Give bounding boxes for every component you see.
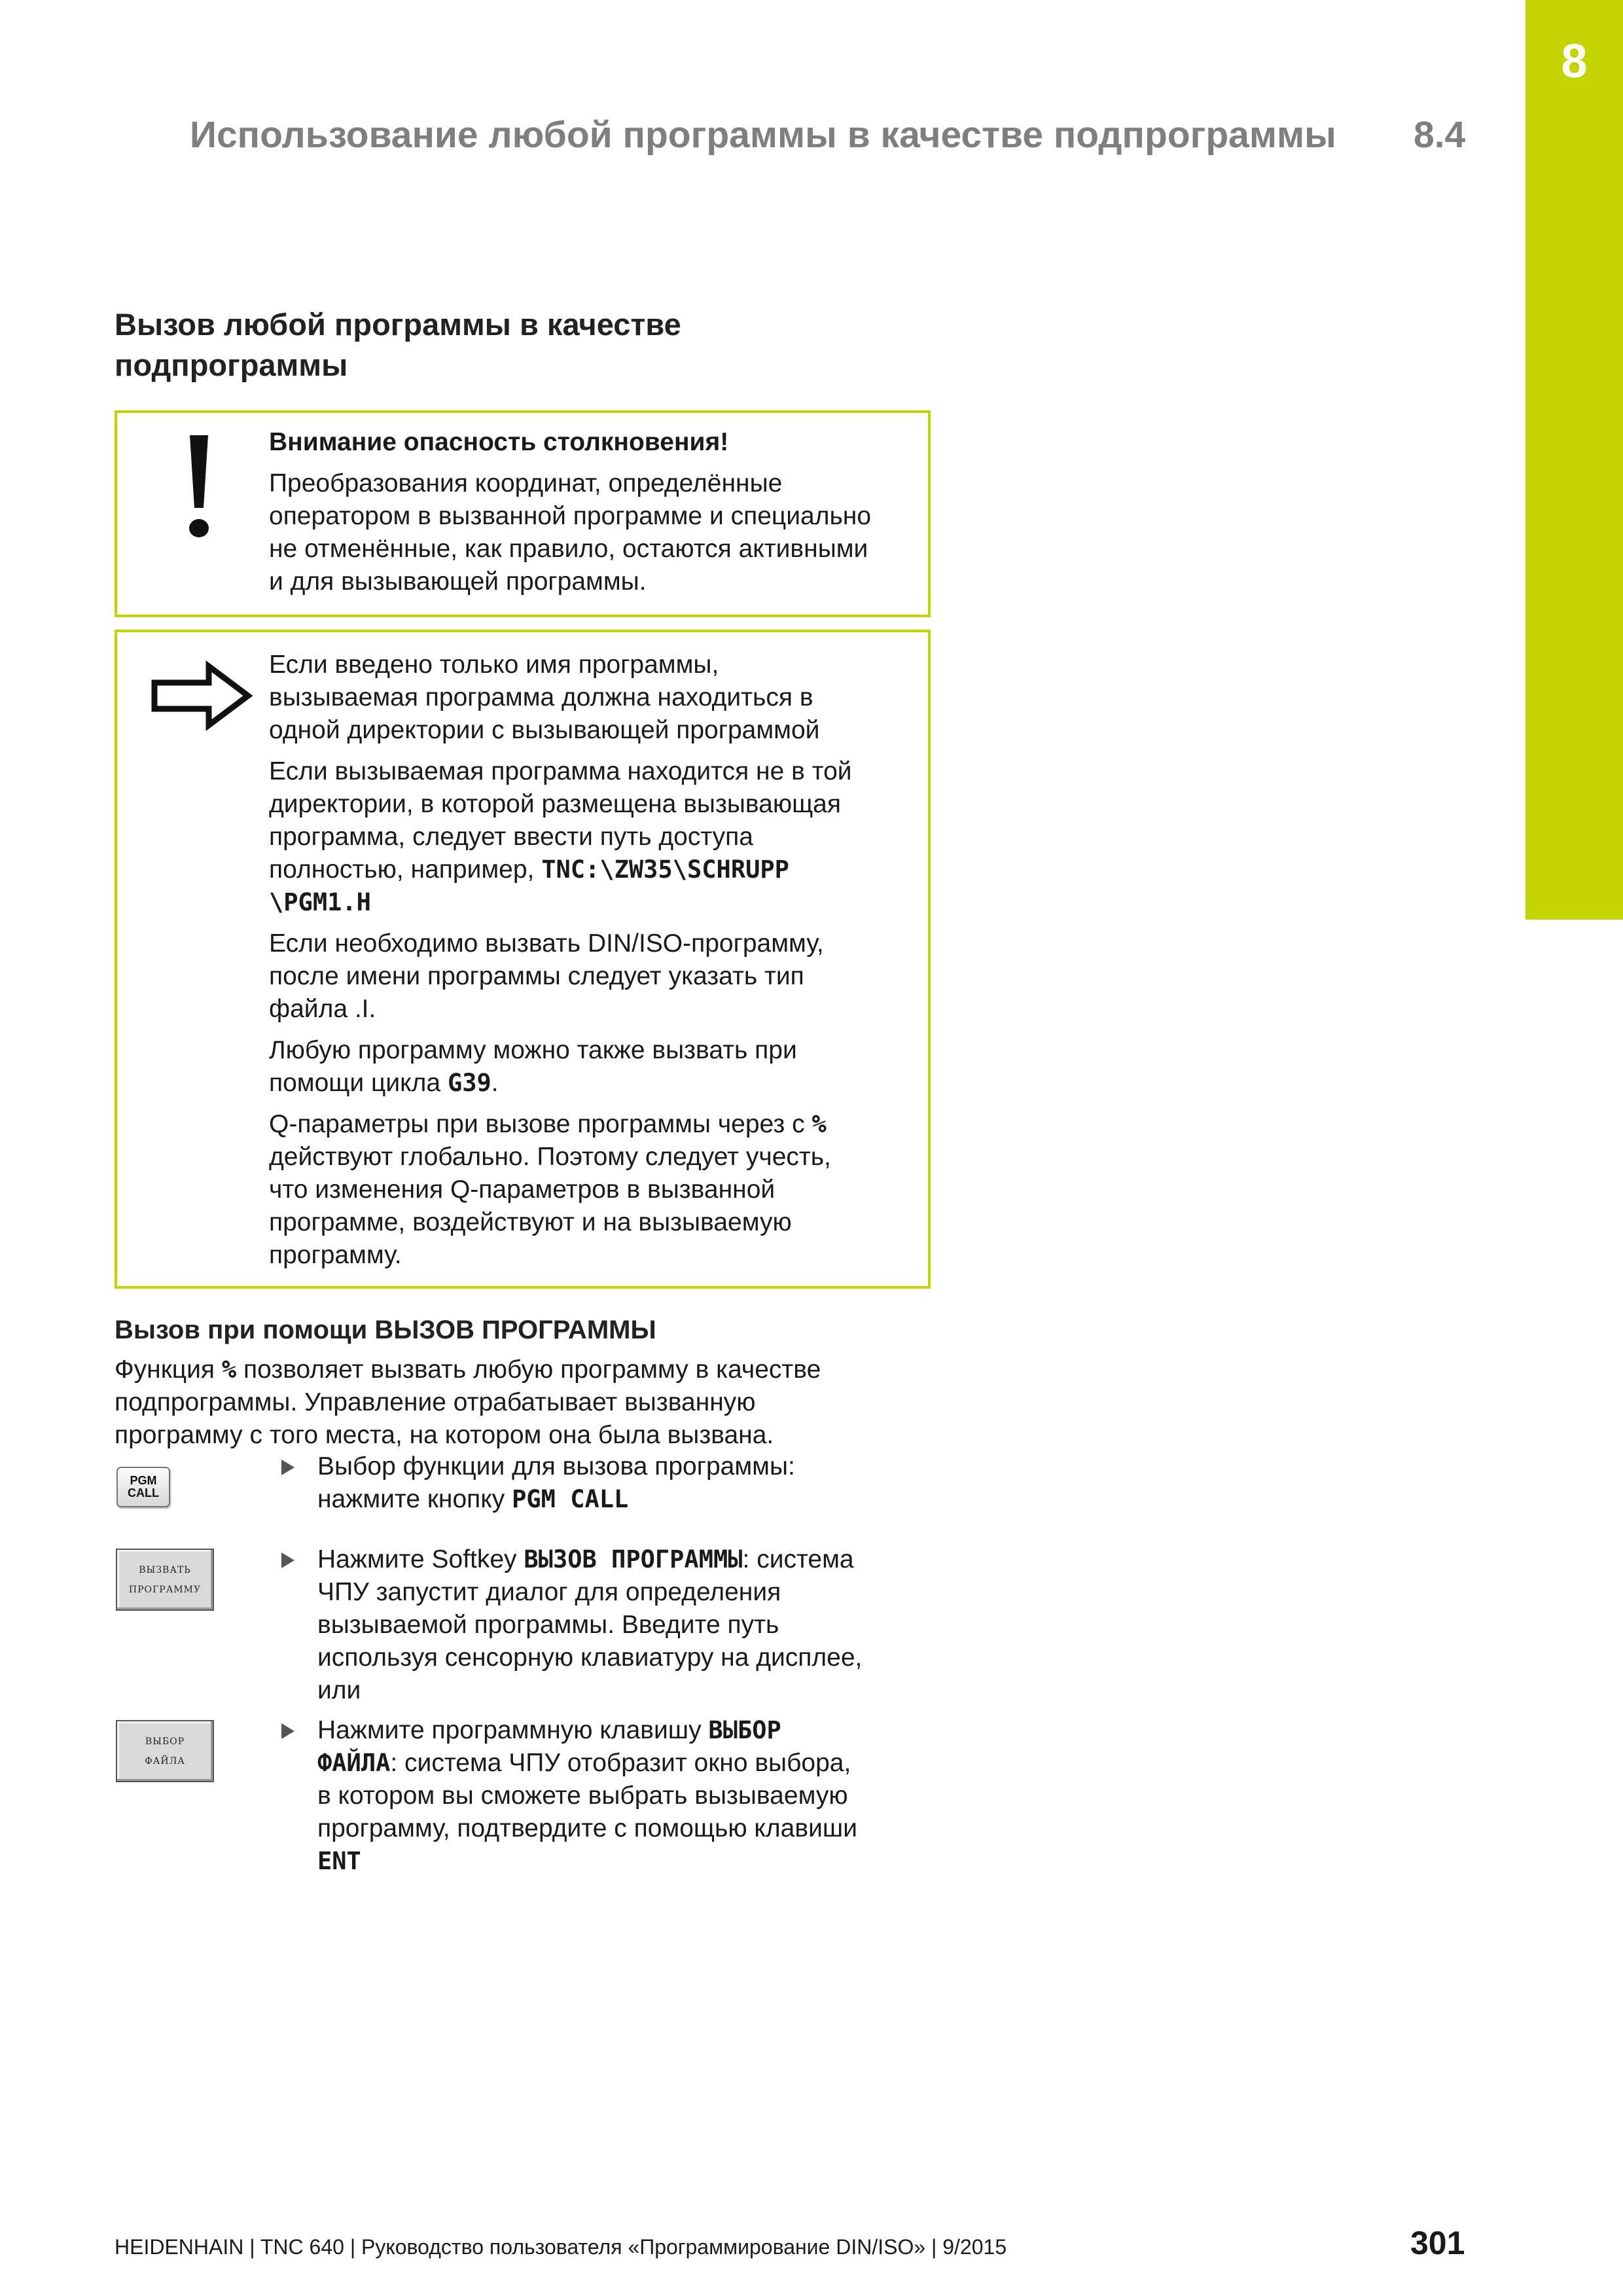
text-fragment: : система ЧПУ отобразит окно выбора, bbox=[390, 1749, 851, 1777]
section-title-line: подпрограммы bbox=[115, 348, 348, 382]
softkey-code: ВЫБОР bbox=[708, 1716, 781, 1744]
note-paragraph bbox=[269, 927, 923, 1026]
text-line: подпрограммы. Управление отрабатывает вызванную bbox=[115, 1388, 756, 1416]
running-header-title: Использование любой программы в качестве подпрограммы bbox=[190, 114, 1336, 156]
text-line: Если вызываемая программа находится не в той bbox=[269, 757, 852, 785]
key-code: ENT bbox=[317, 1847, 361, 1875]
note-paragraph bbox=[269, 1034, 923, 1100]
note-paragraph bbox=[269, 649, 923, 747]
softkey-code: ФАЙЛА bbox=[317, 1749, 391, 1777]
text-line: полностью, например, bbox=[269, 855, 542, 884]
note-paragraph bbox=[269, 1108, 923, 1272]
text-line: не отменённые, как правило, остаются активными bbox=[269, 535, 868, 563]
chapter-tab bbox=[1525, 0, 1623, 920]
step-item bbox=[281, 1450, 936, 1516]
cycle-code: G39 bbox=[447, 1069, 491, 1097]
note-box bbox=[115, 630, 931, 1289]
text-line: действуют глобально. Поэтому следует учесть, bbox=[269, 1143, 831, 1171]
text-fragment: Функция bbox=[115, 1355, 222, 1384]
text-line: программе, воздействуют и на вызываемую bbox=[269, 1208, 792, 1236]
subsection-title: Вызов при помощи ВЫЗОВ ПРОГРАММЫ bbox=[115, 1316, 656, 1344]
text-line: программу с того места, на котором она была вызвана. bbox=[115, 1421, 774, 1449]
exclamation-icon bbox=[173, 433, 225, 544]
text-line: и для вызывающей программы. bbox=[269, 567, 647, 596]
text-line: программу, подтвердите с помощью клавиши bbox=[317, 1814, 857, 1842]
softkey-code: ВЫЗОВ ПРОГРАММЫ bbox=[524, 1545, 743, 1573]
text-fragment: . bbox=[491, 1069, 499, 1097]
path-code: TNC:\ZW35\SCHRUPP bbox=[541, 855, 789, 884]
text-line: Преобразования координат, определённые bbox=[269, 469, 783, 497]
text-fragment: позволяет вызвать любую программу в качестве bbox=[236, 1355, 821, 1384]
note-paragraph bbox=[269, 755, 923, 919]
text-line: или bbox=[317, 1676, 361, 1704]
warning-box bbox=[115, 410, 931, 617]
text-line: помощи цикла bbox=[269, 1069, 448, 1097]
text-line: файла .I. bbox=[269, 995, 376, 1023]
softkey-label: ВЫБОР bbox=[145, 1736, 185, 1747]
softkey-label: ПРОГРАММУ bbox=[128, 1584, 202, 1595]
text-fragment: Нажмите Softkey bbox=[317, 1545, 524, 1573]
text-line: оператором в вызванной программе и специально bbox=[269, 502, 872, 530]
percent-code: % bbox=[812, 1110, 827, 1138]
section-title-line: Вызов любой программы в качестве bbox=[115, 307, 681, 342]
text-fragment: Нажмите программную клавишу bbox=[317, 1716, 709, 1744]
bullet-triangle-icon bbox=[281, 1460, 294, 1475]
text-line: Выбор функции для вызова программы: bbox=[317, 1452, 795, 1480]
subsection-paragraph bbox=[115, 1354, 933, 1452]
bullet-triangle-icon bbox=[281, 1723, 294, 1739]
pgm-call-key[interactable] bbox=[116, 1467, 170, 1507]
text-fragment: : система bbox=[742, 1545, 854, 1573]
footer-text: HEIDENHAIN | TNC 640 | Руководство пользователя «Программирование DIN/ISO» | 9/2015 bbox=[115, 2235, 1007, 2259]
warning-title: Внимание опасность столкновения! bbox=[269, 428, 729, 456]
text-line: программу. bbox=[269, 1241, 402, 1269]
text-line: в котором вы сможете выбрать вызываемую bbox=[317, 1782, 848, 1810]
text-line: Любую программу можно также вызвать при bbox=[269, 1036, 797, 1064]
text-line: вызываемая программа должна находиться в bbox=[269, 683, 813, 711]
text-line: Q-параметры при вызове программы через с bbox=[269, 1110, 812, 1138]
key-label: PGM bbox=[130, 1474, 157, 1487]
text-line: что изменения Q-параметров в вызванной bbox=[269, 1175, 776, 1204]
running-header-section: 8.4 bbox=[1414, 114, 1466, 156]
text-line: Если необходимо вызвать DIN/ISO-программу, bbox=[269, 929, 824, 958]
step-item bbox=[281, 1714, 936, 1878]
text-line: одной директории с вызывающей программой bbox=[269, 716, 820, 744]
text-line: Если введено только имя программы, bbox=[269, 651, 719, 679]
key-code: PGM CALL bbox=[512, 1485, 629, 1513]
text-fragment: нажмите кнопку bbox=[317, 1485, 512, 1513]
note-text bbox=[269, 649, 923, 1280]
text-line: вызываемой программы. Введите путь bbox=[317, 1611, 779, 1639]
text-line: ЧПУ запустит диалог для определения bbox=[317, 1578, 781, 1606]
text-line: программа, следует ввести путь доступа bbox=[269, 823, 753, 851]
text-line: после имени программы следует указать тип bbox=[269, 962, 804, 990]
path-code: \PGM1.H bbox=[269, 888, 371, 916]
key-label: CALL bbox=[128, 1486, 159, 1499]
step-item bbox=[281, 1543, 936, 1707]
select-file-softkey[interactable] bbox=[116, 1720, 214, 1782]
softkey-label: ФАЙЛА bbox=[145, 1755, 185, 1767]
percent-code: % bbox=[221, 1355, 237, 1384]
section-title bbox=[115, 304, 867, 386]
page-number: 301 bbox=[1410, 2225, 1465, 2261]
arrow-right-icon bbox=[147, 660, 258, 732]
bullet-triangle-icon bbox=[281, 1552, 294, 1568]
call-program-softkey[interactable] bbox=[116, 1549, 214, 1611]
warning-text bbox=[269, 426, 923, 607]
text-line: используя сенсорную клавиатуру на дисплее, bbox=[317, 1643, 863, 1672]
text-line: директории, в которой размещена вызывающая bbox=[269, 790, 841, 818]
chapter-number: 8 bbox=[1561, 35, 1588, 88]
softkey-label: ВЫЗВАТЬ bbox=[139, 1564, 191, 1575]
warning-body bbox=[269, 467, 923, 598]
